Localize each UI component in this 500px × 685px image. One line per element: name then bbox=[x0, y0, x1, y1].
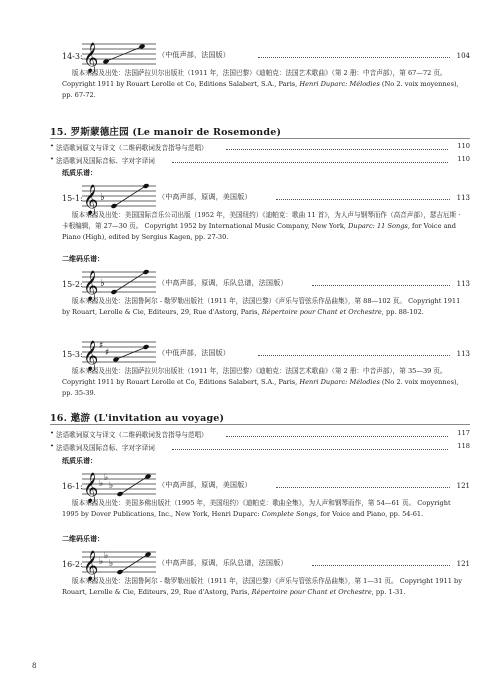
flat-sign-icon: ♭ bbox=[100, 192, 105, 203]
entry-label: 16-2: bbox=[62, 560, 83, 569]
leader-dots bbox=[226, 436, 448, 437]
page-ref: 113 bbox=[456, 280, 470, 288]
source-text-16-2 bbox=[62, 576, 468, 598]
page-ref: 118 bbox=[457, 442, 470, 450]
edition-note: （中高声部，原调，美国版） bbox=[158, 193, 252, 201]
entry-label: 15-3: bbox=[62, 350, 83, 359]
entry-label: 14-3: bbox=[62, 52, 83, 61]
source-cn: 版本来源及出处：法国萨拉贝尔出版社（1911 年，法国巴黎）《迪帕克：法国艺术歌曲》（第 2 册：中音声部），第 35—39 页。 bbox=[72, 367, 447, 375]
qr-score-heading-15: 二维码乐谱： bbox=[62, 254, 104, 263]
entry-label: 15-1: bbox=[62, 194, 83, 203]
edition-note: （中高声部，原调，乐队总谱，法国版） bbox=[158, 279, 288, 287]
page-ref: 110 bbox=[457, 142, 470, 150]
paper-score-heading-15: 纸质乐谱： bbox=[62, 168, 97, 177]
paper-score-heading-16: 纸质乐谱： bbox=[62, 456, 97, 465]
sharp-sign-icon: ♯ bbox=[99, 341, 104, 351]
edition-note: （中高声部，原调，乐队总谱，法国版） bbox=[158, 559, 288, 567]
leader-dots bbox=[312, 565, 450, 566]
leader-dots bbox=[276, 199, 450, 200]
page-ref: 113 bbox=[456, 350, 470, 358]
page-ref: 110 bbox=[457, 155, 470, 163]
flat-sign-icon: ♭ bbox=[104, 551, 109, 561]
sharp-sign-icon: ♯ bbox=[105, 348, 110, 358]
source-text-15-2 bbox=[62, 296, 468, 318]
flat-sign-icon: ♭ bbox=[104, 473, 109, 483]
flat-sign-icon: ♭ bbox=[109, 481, 114, 491]
edition-note: （中低声部，法国版） bbox=[158, 51, 230, 59]
toc-item-label: 法语歌词原文与译文（二维码歌词发音指导与范唱） bbox=[56, 431, 208, 439]
leader-dots bbox=[258, 57, 450, 58]
edition-note: （中高声部，原调，美国版） bbox=[158, 481, 252, 489]
svg-text:𝄞: 𝄞 bbox=[83, 341, 99, 371]
source-text-16-1 bbox=[62, 498, 468, 520]
leader-dots bbox=[312, 285, 450, 286]
source-en: Copyright 1911 by Rouart Lerolle et Co, Editions Salabert, S.A., Paris, Henri Duparc: Mélodies (No 2. voix moyennes), pp. 67-72. bbox=[62, 80, 459, 99]
page-ref: 104 bbox=[456, 52, 470, 60]
toc-item-ipa-15[interactable]: • 法语歌词及国际音标、字对字译词 110 bbox=[50, 155, 470, 165]
page-ref: 121 bbox=[456, 482, 470, 490]
page-ref: 113 bbox=[456, 194, 470, 202]
toc-item-label: 法语歌词原文与译文（二维码歌词发音指导与范唱） bbox=[56, 144, 208, 152]
leader-dots bbox=[276, 487, 450, 488]
song-title-15: 15. 罗斯蒙德庄园 (Le manoir de Rosemonde) bbox=[50, 127, 282, 138]
page-ref: 121 bbox=[456, 560, 470, 568]
treble-clef-icon: 𝄞 bbox=[83, 43, 99, 73]
source-cn: 版本来源及出处：法国鲁阿尔 - 勒罗勒出版社（1911 年，法国巴黎）《声乐与管弦乐作品曲集》，第 1—31 页。 Copyright 1911 by Rouart, Lerolle & Cie, Editeurs, 29, Rue d'Astorg, Paris, Répertoire pour Chant et Orchestre, pp. 1-31. bbox=[62, 577, 462, 596]
source-cn: 版本来源及出处：美国国际音乐公司出版（1952 年，美国纽约）《迪帕克：歌曲 11 首》，为人声与钢琴而作（高音声部），瑟吉厄斯 · 卡根编辑，第 27—30 页。 Copyright 1952 by International Music Company, New York, Duparc: 11 Songs, for Voice and Piano (High), edited by Sergius Kagen, pp. 27-30. bbox=[62, 211, 461, 241]
toc-item-label: 法语歌词及国际音标、字对字译词 bbox=[56, 444, 155, 452]
toc-item-lyrics-15[interactable]: • 法语歌词原文与译文（二维码歌词发音指导与范唱） 110 bbox=[50, 142, 470, 152]
leader-dots bbox=[172, 162, 448, 163]
leader-dots bbox=[172, 449, 448, 450]
leader-dots bbox=[258, 355, 450, 356]
flat-sign-icon: ♭ bbox=[109, 559, 114, 569]
edition-note: （中低声部，法国版） bbox=[158, 349, 230, 357]
divider bbox=[50, 138, 470, 139]
source-cn: 版本来源及出处：法国鲁阿尔 - 勒罗勒出版社（1911 年，法国巴黎）《声乐与管弦乐作品曲集》，第 88—102 页。 Copyright 1911 by Rouart, Lerolle & Cie, Editeurs, 29, Rue d'Astorg, Paris, Répertoire pour Chant et Orchestre, pp. 88-102. bbox=[62, 297, 461, 316]
song-title-16: 16. 邀游 (L'invitation au voyage) bbox=[50, 413, 225, 424]
leader-dots bbox=[226, 149, 448, 150]
toc-item-ipa-16[interactable]: • 法语歌词及国际音标、字对字译词 118 bbox=[50, 442, 470, 452]
entry-label: 15-2: bbox=[62, 280, 83, 289]
svg-text:𝄞: 𝄞 bbox=[83, 551, 99, 581]
page-number: 8 bbox=[32, 662, 37, 670]
divider bbox=[50, 424, 470, 425]
qr-score-heading-16: 二维码乐谱： bbox=[62, 534, 104, 543]
source-text-15-1 bbox=[62, 210, 468, 243]
flat-sign-icon: ♭ bbox=[99, 479, 104, 489]
source-cn: 版本来源及出处：法国萨拉贝尔出版社（1911 年，法国巴黎）《迪帕克：法国艺术歌曲》（第 2 册：中音声部），第 67—72 页。 bbox=[72, 69, 447, 77]
svg-text:𝄞: 𝄞 bbox=[83, 185, 99, 215]
flat-sign-icon: ♭ bbox=[99, 557, 104, 567]
source-en: Copyright 1911 by Rouart Lerolle et Co, Editions Salabert, S.A., Paris, Henri Duparc: Mélodies (No 2. voix moyennes), pp. 35-39. bbox=[62, 378, 459, 397]
svg-text:𝄞: 𝄞 bbox=[83, 271, 99, 301]
source-cn: 版本来源及出处：美国多佛出版社（1995 年，美国纽约）《迪帕克：歌曲全集》，为人声和钢琴而作，第 54—61 页。 Copyright 1995 by Dover Publications, Inc., New York, Henri Duparc: Complete Songs, for Voice and Piano, pp. 54-61. bbox=[62, 499, 451, 518]
toc-item-label: 法语歌词及国际音标、字对字译词 bbox=[56, 157, 155, 165]
source-text-15-3 bbox=[62, 366, 468, 399]
toc-item-lyrics-16[interactable]: • 法语歌词原文与译文（二维码歌词发音指导与范唱） 117 bbox=[50, 429, 470, 439]
svg-text:𝄞: 𝄞 bbox=[83, 473, 99, 503]
source-text-14-3 bbox=[62, 68, 468, 101]
page-ref: 117 bbox=[457, 429, 470, 437]
flat-sign-icon: ♭ bbox=[100, 278, 105, 289]
entry-label: 16-1: bbox=[62, 482, 83, 491]
